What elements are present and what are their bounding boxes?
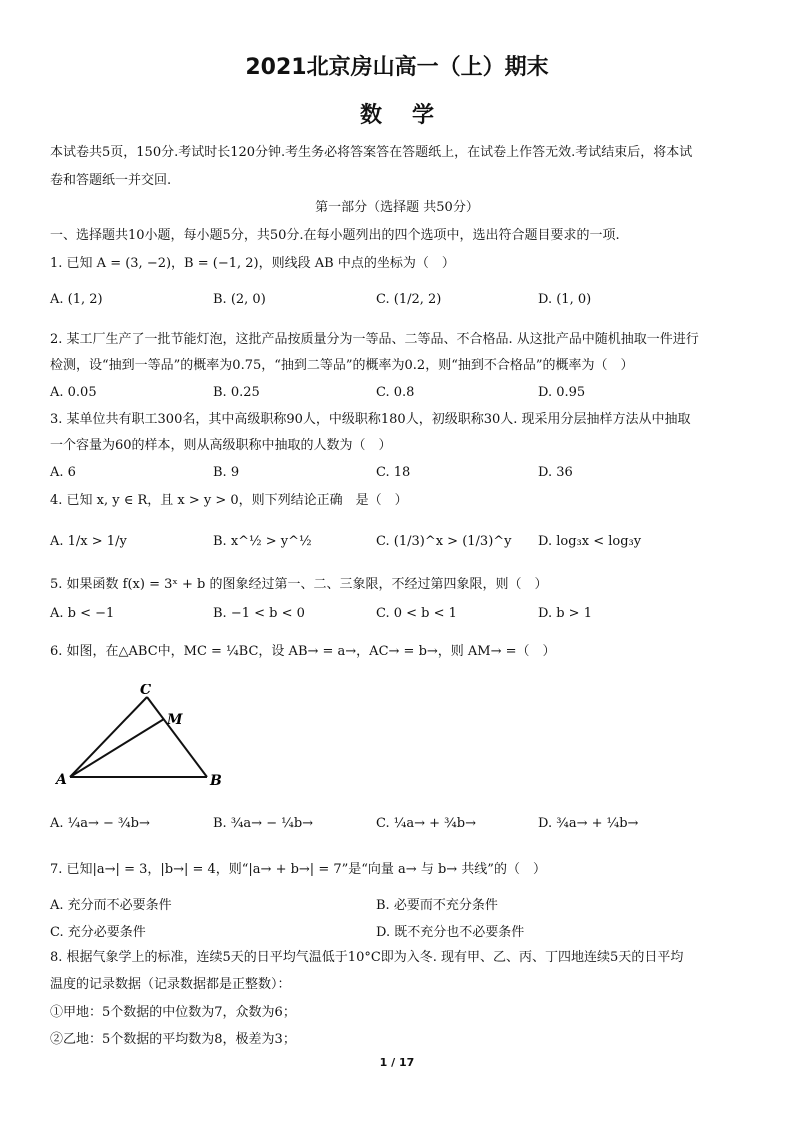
label-m: M — [167, 712, 183, 728]
question-2-stem-1: 2. 某工厂生产了一批节能灯泡，这批产品按质量分为一等品、二等品、不合格品. 从这批产品中随机抽取一件进行 — [50, 332, 699, 347]
question-8-condition-1: ①甲地：5个数据的中位数为7，众数为6； — [50, 1005, 296, 1020]
option-d: D. ¾a→ + ¼b→ — [538, 816, 639, 831]
label-b: B — [210, 773, 222, 789]
option-a: A. 6 — [50, 465, 76, 480]
option-b: B. ¾a→ − ¼b→ — [213, 816, 314, 831]
side-cb — [147, 697, 207, 777]
question-3-stem-1: 3. 某单位共有职工300名，其中高级职称90人，中级职称180人，初级职称30人. 现采用分层抽样方法从中抽取 — [50, 412, 691, 427]
option-a: A. (1, 2) — [50, 292, 103, 307]
question-8-condition-2: ②乙地：5个数据的平均数为8，极差为3； — [50, 1032, 296, 1047]
option-b: B. (2, 0) — [213, 292, 266, 307]
label-a: A — [56, 772, 67, 788]
option-d: D. 36 — [538, 465, 573, 480]
label-c: C — [140, 684, 152, 698]
option-d: D. 0.95 — [538, 385, 586, 400]
question-8-stem-2: 温度的记录数据（记录数据都是正整数）： — [50, 977, 291, 992]
option-c: C. 充分必要条件 — [50, 925, 146, 940]
option-c: C. 0 < b < 1 — [376, 606, 457, 621]
option-b: B. 9 — [213, 465, 240, 480]
exam-title: 2021北京房山高一（上）期末 — [245, 55, 549, 80]
option-d: D. (1, 0) — [538, 292, 592, 307]
option-a: A. 0.05 — [50, 385, 97, 400]
question-1-stem: 1. 已知 A = (3, −2)，B = (−1, 2)，则线段 AB 中点的坐标为（ ） — [50, 256, 455, 271]
intro-line-2: 卷和答题纸一并交回. — [50, 173, 172, 188]
question-5-stem: 5. 如果函数 f(x) = 3ˣ + b 的图象经过第一、二、三象限，不经过第四象限，则（ ） — [50, 577, 548, 592]
section-title: 第一部分（选择题 共50分） — [315, 200, 479, 215]
option-a: A. b < −1 — [50, 606, 115, 621]
option-d: D. 既不充分也不必要条件 — [376, 925, 525, 940]
option-b: B. 0.25 — [213, 385, 260, 400]
question-8-stem-1: 8. 根据气象学上的标准，连续5天的日平均气温低于10°C即为入冬. 现有甲、乙、丙、丁四地连续5天的日平均 — [50, 950, 684, 965]
question-2-stem-2: 检测，设“抽到一等品”的概率为0.75，“抽到二等品”的概率为0.2，则“抽到不合格品”的概率为（ ） — [50, 358, 634, 373]
option-b: B. x^½ > y^½ — [213, 534, 312, 549]
option-b: B. 必要而不充分条件 — [376, 898, 498, 913]
option-c: C. 0.8 — [376, 385, 415, 400]
option-a: A. 1/x > 1/y — [50, 534, 127, 549]
option-a: A. ¼a→ − ¾b→ — [50, 816, 150, 831]
option-a: A. 充分而不必要条件 — [50, 898, 172, 913]
option-c: C. (1/3)^x > (1/3)^y — [376, 534, 512, 549]
question-6-stem: 6. 如图，在△ABC中，MC = ¼BC，设 AB→ = a→，AC→ = b→，则 AM→ =（ ） — [50, 644, 556, 659]
triangle-abc-figure — [50, 684, 230, 794]
option-b: B. −1 < b < 0 — [213, 606, 305, 621]
section-instruction: 一、选择题共10小题，每小题5分，共50分.在每小题列出的四个选项中，选出符合题目要求的一项. — [50, 228, 620, 243]
question-3-stem-2: 一个容量为60的样本，则从高级职称中抽取的人数为（ ） — [50, 438, 392, 453]
option-c: C. (1/2, 2) — [376, 292, 442, 307]
option-c: C. 18 — [376, 465, 411, 480]
option-d: D. log₃x < log₃y — [538, 534, 642, 549]
page-number: 1 / 17 — [379, 1056, 415, 1069]
option-d: D. b > 1 — [538, 606, 592, 621]
question-4-stem: 4. 已知 x, y ∈ R，且 x > y > 0，则下列结论正确 是（ ） — [50, 493, 408, 508]
question-7-stem: 7. 已知|a→| = 3，|b→| = 4，则“|a→ + b→| = 7”是“向量 a→ 与 b→ 共线”的（ ） — [50, 862, 546, 877]
subject-title: 数学 — [359, 103, 464, 128]
intro-line-1: 本试卷共5页，150分.考试时长120分钟.考生务必将答案答在答题纸上，在试卷上作答无效.考试结束后，将本试 — [50, 145, 693, 160]
option-c: C. ¼a→ + ¾b→ — [376, 816, 476, 831]
